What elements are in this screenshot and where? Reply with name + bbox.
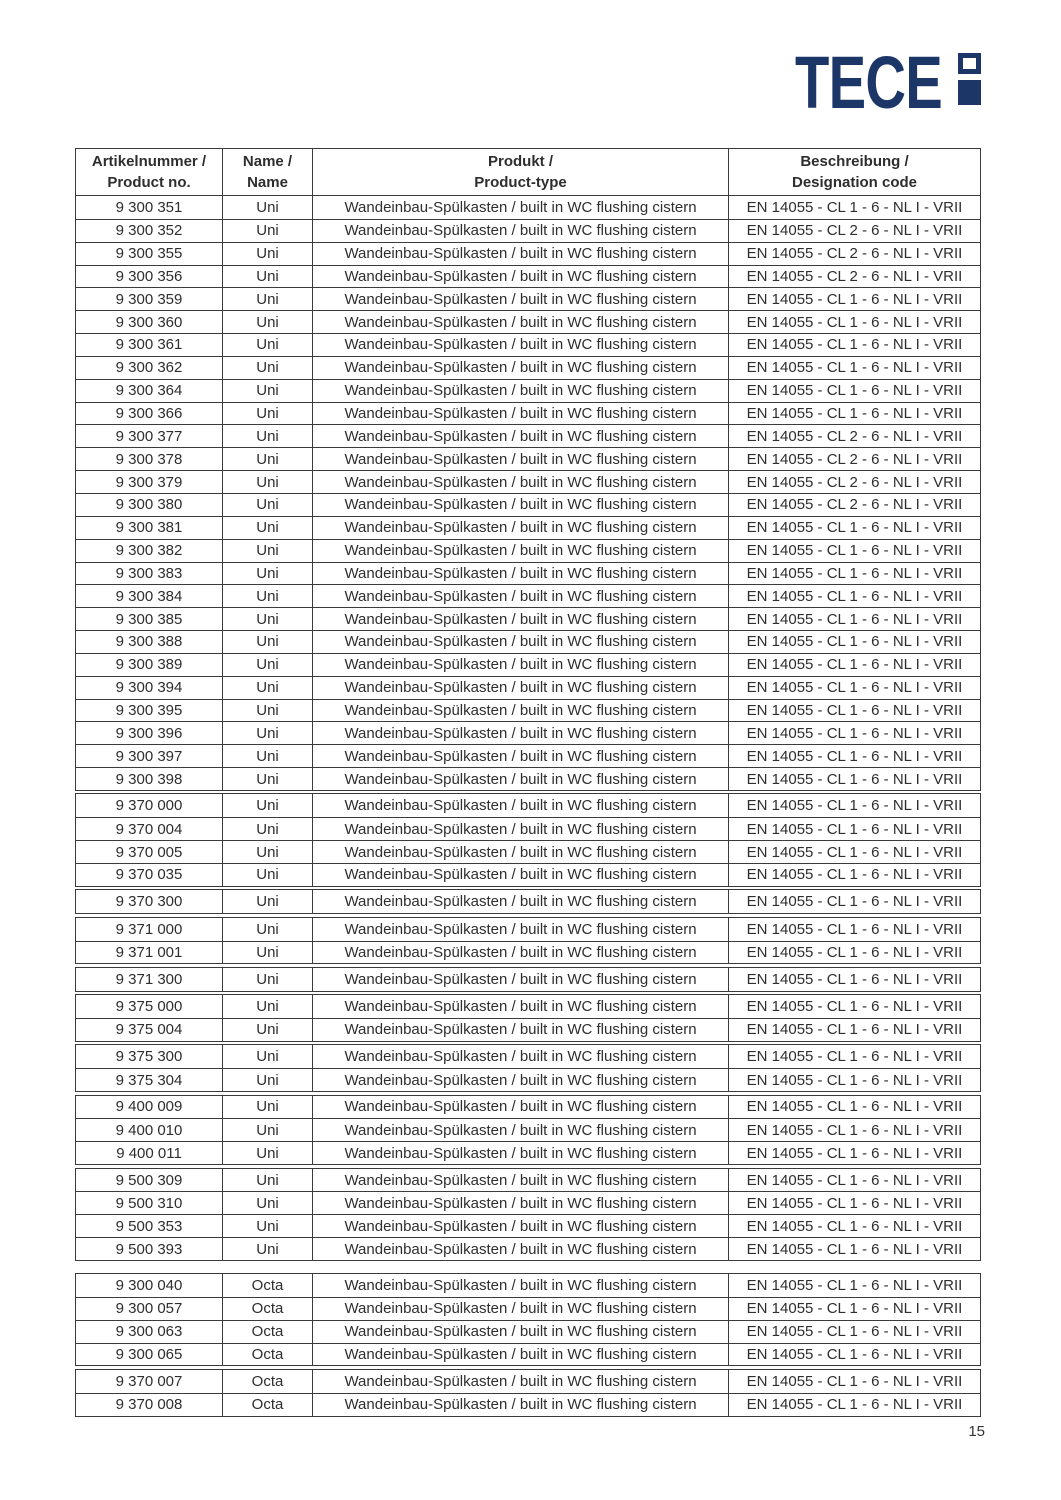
designation-code-cell: EN 14055 - CL 1 - 6 - NL I - VRII: [728, 1298, 980, 1320]
designation-code-cell: EN 14055 - CL 2 - 6 - NL I - VRII: [728, 494, 980, 516]
header-name: [222, 149, 312, 195]
table-row: [76, 242, 980, 265]
name-cell: Uni: [222, 220, 312, 242]
table-row: [76, 1118, 980, 1141]
designation-code-cell: EN 14055 - CL 1 - 6 - NL I - VRII: [728, 942, 980, 964]
designation-code-cell: EN 14055 - CL 1 - 6 - NL I - VRII: [728, 585, 980, 607]
name-cell: Uni: [222, 196, 312, 219]
article-number-cell: 9 300 384: [115, 587, 183, 605]
designation-code-cell: EN 14055 - CL 1 - 6 - NL I - VRII: [728, 864, 980, 886]
name-cell: Octa: [222, 1344, 312, 1366]
header-product-type-de: Produkt /: [487, 153, 553, 170]
table-row: [76, 918, 980, 941]
product-type-cell: Wandeinbau-Spülkasten / built in WC flushing cistern: [312, 1119, 728, 1141]
designation-code-cell: EN 14055 - CL 1 - 6 - NL I - VRII: [728, 1344, 980, 1366]
product-group: [75, 1273, 981, 1366]
name-cell: Uni: [222, 1215, 312, 1237]
table-row: [76, 1297, 980, 1320]
table-row: [76, 219, 980, 242]
article-number-cell: 9 300 063: [115, 1323, 183, 1341]
product-type-cell: Wandeinbau-Spülkasten / built in WC flushing cistern: [312, 700, 728, 722]
name-cell: Uni: [222, 1096, 312, 1119]
table-row: [76, 995, 980, 1018]
table-row: [76, 539, 980, 562]
article-number-cell: 9 300 359: [115, 290, 183, 308]
table-row: [76, 863, 980, 886]
header-designation-code-en: Designation code: [791, 174, 918, 191]
article-number-cell: 9 370 007: [115, 1372, 183, 1390]
name-cell: Uni: [222, 1169, 312, 1192]
product-type-cell: Wandeinbau-Spülkasten / built in WC flushing cistern: [312, 745, 728, 767]
designation-code-cell: EN 14055 - CL 2 - 6 - NL I - VRII: [728, 448, 980, 470]
name-cell: Uni: [222, 334, 312, 356]
product-type-cell: Wandeinbau-Spülkasten / built in WC flushing cistern: [312, 1321, 728, 1343]
table-row: [76, 1320, 980, 1343]
table-row: [76, 333, 980, 356]
article-number-cell: 9 300 360: [115, 313, 183, 331]
name-cell: Uni: [222, 1238, 312, 1260]
product-type-cell: Wandeinbau-Spülkasten / built in WC flushing cistern: [312, 608, 728, 630]
designation-code-cell: EN 14055 - CL 1 - 6 - NL I - VRII: [728, 196, 980, 219]
table-row: [76, 607, 980, 630]
name-cell: Uni: [222, 768, 312, 790]
name-cell: Uni: [222, 243, 312, 265]
designation-code-cell: EN 14055 - CL 1 - 6 - NL I - VRII: [728, 968, 980, 991]
article-number-cell: 9 371 001: [115, 943, 183, 961]
table-row: [76, 310, 980, 333]
table-header-row: [75, 148, 981, 196]
name-cell: Uni: [222, 745, 312, 767]
product-type-cell: Wandeinbau-Spülkasten / built in WC flushing cistern: [312, 1370, 728, 1393]
designation-code-cell: EN 14055 - CL 1 - 6 - NL I - VRII: [728, 357, 980, 379]
article-number-cell: 9 300 385: [115, 610, 183, 628]
product-type-cell: Wandeinbau-Spülkasten / built in WC flushing cistern: [312, 1274, 728, 1297]
tece-logo-text: TECE: [795, 41, 942, 124]
name-cell: Uni: [222, 448, 312, 470]
product-type-cell: Wandeinbau-Spülkasten / built in WC flushing cistern: [312, 288, 728, 310]
product-type-cell: Wandeinbau-Spülkasten / built in WC flushing cistern: [312, 1215, 728, 1237]
article-number-cell: 9 300 364: [115, 382, 183, 400]
table-row: [76, 630, 980, 653]
product-type-cell: Wandeinbau-Spülkasten / built in WC flushing cistern: [312, 1238, 728, 1260]
product-type-cell: Wandeinbau-Spülkasten / built in WC flushing cistern: [312, 918, 728, 941]
name-cell: Uni: [222, 471, 312, 493]
table-row: [76, 1214, 980, 1237]
article-number-cell: 9 300 388: [115, 633, 183, 651]
table-groups: [75, 196, 981, 1417]
article-number-cell: 9 300 394: [115, 679, 183, 697]
product-type-cell: Wandeinbau-Spülkasten / built in WC flushing cistern: [312, 1069, 728, 1091]
article-number-cell: 9 370 035: [115, 866, 183, 884]
header-designation-code-de: Beschreibung /: [800, 153, 909, 170]
article-number-cell: 9 370 004: [115, 820, 183, 838]
name-cell: Uni: [222, 266, 312, 288]
designation-code-cell: EN 14055 - CL 1 - 6 - NL I - VRII: [728, 700, 980, 722]
article-number-cell: 9 375 004: [115, 1021, 183, 1039]
name-cell: Uni: [222, 794, 312, 817]
article-number-cell: 9 300 382: [115, 542, 183, 560]
table-row: [76, 1045, 980, 1068]
designation-code-cell: EN 14055 - CL 1 - 6 - NL I - VRII: [728, 608, 980, 630]
designation-code-cell: EN 14055 - CL 1 - 6 - NL I - VRII: [728, 745, 980, 767]
product-type-cell: Wandeinbau-Spülkasten / built in WC flushing cistern: [312, 631, 728, 653]
article-number-cell: 9 500 353: [115, 1217, 183, 1235]
designation-code-cell: EN 14055 - CL 1 - 6 - NL I - VRII: [728, 1192, 980, 1214]
article-number-cell: 9 400 009: [115, 1098, 183, 1116]
name-cell: Uni: [222, 890, 312, 913]
name-cell: Uni: [222, 631, 312, 653]
name-cell: Uni: [222, 700, 312, 722]
product-group: [75, 1369, 981, 1417]
table-row: [76, 699, 980, 722]
designation-code-cell: EN 14055 - CL 1 - 6 - NL I - VRII: [728, 1215, 980, 1237]
designation-code-cell: EN 14055 - CL 1 - 6 - NL I - VRII: [728, 1238, 980, 1260]
product-type-cell: Wandeinbau-Spülkasten / built in WC flushing cistern: [312, 995, 728, 1018]
name-cell: Uni: [222, 380, 312, 402]
article-number-cell: 9 370 005: [115, 843, 183, 861]
article-number-cell: 9 300 398: [115, 770, 183, 788]
product-type-cell: Wandeinbau-Spülkasten / built in WC flushing cistern: [312, 517, 728, 539]
table-row: [76, 1237, 980, 1260]
article-number-cell: 9 500 393: [115, 1240, 183, 1258]
article-number-cell: 9 370 000: [115, 797, 183, 815]
table-row: [76, 379, 980, 402]
designation-code-cell: EN 14055 - CL 1 - 6 - NL I - VRII: [728, 403, 980, 425]
table-row: [76, 968, 980, 991]
name-cell: Uni: [222, 1019, 312, 1041]
product-type-cell: Wandeinbau-Spülkasten / built in WC flushing cistern: [312, 1394, 728, 1416]
name-cell: Uni: [222, 517, 312, 539]
product-type-cell: Wandeinbau-Spülkasten / built in WC flushing cistern: [312, 425, 728, 447]
product-type-cell: Wandeinbau-Spülkasten / built in WC flushing cistern: [312, 220, 728, 242]
name-cell: Uni: [222, 425, 312, 447]
article-number-cell: 9 500 309: [115, 1171, 183, 1189]
designation-code-cell: EN 14055 - CL 1 - 6 - NL I - VRII: [728, 563, 980, 585]
product-type-cell: Wandeinbau-Spülkasten / built in WC flushing cistern: [312, 1096, 728, 1119]
header-name-de: Name /: [242, 153, 293, 170]
designation-code-cell: EN 14055 - CL 2 - 6 - NL I - VRII: [728, 471, 980, 493]
article-number-cell: 9 300 065: [115, 1345, 183, 1363]
table-row: [76, 402, 980, 425]
article-number-cell: 9 300 395: [115, 701, 183, 719]
table-row: [76, 1169, 980, 1192]
article-number-cell: 9 300 389: [115, 656, 183, 674]
designation-code-cell: EN 14055 - CL 1 - 6 - NL I - VRII: [728, 540, 980, 562]
designation-code-cell: EN 14055 - CL 1 - 6 - NL I - VRII: [728, 890, 980, 913]
designation-code-cell: EN 14055 - CL 1 - 6 - NL I - VRII: [728, 1119, 980, 1141]
table-row: [76, 653, 980, 676]
page-number: 15: [968, 1423, 985, 1440]
table-row: [76, 721, 980, 744]
product-type-cell: Wandeinbau-Spülkasten / built in WC flushing cistern: [312, 1019, 728, 1041]
article-number-cell: 9 300 381: [115, 519, 183, 537]
table-row: [76, 1096, 980, 1119]
designation-code-cell: EN 14055 - CL 1 - 6 - NL I - VRII: [728, 517, 980, 539]
product-type-cell: Wandeinbau-Spülkasten / built in WC flushing cistern: [312, 266, 728, 288]
product-table: [75, 148, 981, 1417]
table-row: [76, 470, 980, 493]
designation-code-cell: EN 14055 - CL 1 - 6 - NL I - VRII: [728, 995, 980, 1018]
name-cell: Uni: [222, 585, 312, 607]
name-cell: Uni: [222, 995, 312, 1018]
article-number-cell: 9 375 000: [115, 998, 183, 1016]
designation-code-cell: EN 14055 - CL 1 - 6 - NL I - VRII: [728, 768, 980, 790]
product-type-cell: Wandeinbau-Spülkasten / built in WC flushing cistern: [312, 311, 728, 333]
name-cell: Uni: [222, 1142, 312, 1164]
product-type-cell: Wandeinbau-Spülkasten / built in WC flushing cistern: [312, 403, 728, 425]
designation-code-cell: EN 14055 - CL 1 - 6 - NL I - VRII: [728, 1394, 980, 1416]
name-cell: Uni: [222, 841, 312, 863]
table-row: [76, 1141, 980, 1164]
table-row: [76, 1343, 980, 1366]
product-type-cell: Wandeinbau-Spülkasten / built in WC flushing cistern: [312, 585, 728, 607]
name-cell: Octa: [222, 1274, 312, 1297]
article-number-cell: 9 300 355: [115, 245, 183, 263]
designation-code-cell: EN 14055 - CL 1 - 6 - NL I - VRII: [728, 311, 980, 333]
name-cell: Uni: [222, 1119, 312, 1141]
name-cell: Uni: [222, 288, 312, 310]
article-number-cell: 9 400 011: [116, 1144, 182, 1162]
designation-code-cell: EN 14055 - CL 1 - 6 - NL I - VRII: [728, 1321, 980, 1343]
designation-code-cell: EN 14055 - CL 2 - 6 - NL I - VRII: [728, 425, 980, 447]
article-number-cell: 9 300 351: [115, 198, 183, 216]
product-type-cell: Wandeinbau-Spülkasten / built in WC flushing cistern: [312, 243, 728, 265]
article-number-cell: 9 300 380: [115, 496, 183, 514]
product-type-cell: Wandeinbau-Spülkasten / built in WC flushing cistern: [312, 890, 728, 913]
product-group: [75, 1168, 981, 1261]
header-name-en: Name: [247, 174, 288, 191]
table-row: [76, 1018, 980, 1041]
article-number-cell: 9 375 300: [115, 1048, 183, 1066]
article-number-cell: 9 300 362: [115, 359, 183, 377]
name-cell: Uni: [222, 357, 312, 379]
product-type-cell: Wandeinbau-Spülkasten / built in WC flushing cistern: [312, 968, 728, 991]
header-article-number: [76, 149, 222, 195]
product-group: [75, 1095, 981, 1166]
designation-code-cell: EN 14055 - CL 1 - 6 - NL I - VRII: [728, 654, 980, 676]
table-row: [76, 676, 980, 699]
article-number-cell: 9 500 310: [115, 1194, 183, 1212]
table-row: [76, 196, 980, 219]
table-row: [76, 584, 980, 607]
designation-code-cell: EN 14055 - CL 1 - 6 - NL I - VRII: [728, 1069, 980, 1091]
article-number-cell: 9 370 300: [115, 893, 183, 911]
name-cell: Octa: [222, 1394, 312, 1416]
name-cell: Octa: [222, 1321, 312, 1343]
table-row: [76, 890, 980, 913]
product-type-cell: Wandeinbau-Spülkasten / built in WC flushing cistern: [312, 1142, 728, 1164]
product-group: [75, 917, 981, 965]
name-cell: Uni: [222, 403, 312, 425]
product-group: [75, 1044, 981, 1092]
product-type-cell: Wandeinbau-Spülkasten / built in WC flushing cistern: [312, 1298, 728, 1320]
name-cell: Uni: [222, 311, 312, 333]
table-row: [76, 817, 980, 840]
article-number-cell: 9 371 300: [115, 970, 183, 988]
article-number-cell: 9 371 000: [115, 920, 183, 938]
table-row: [76, 562, 980, 585]
designation-code-cell: EN 14055 - CL 1 - 6 - NL I - VRII: [728, 1169, 980, 1192]
article-number-cell: 9 300 352: [115, 222, 183, 240]
logo-square-outline-icon: [958, 53, 981, 74]
table-row: [76, 744, 980, 767]
designation-code-cell: EN 14055 - CL 1 - 6 - NL I - VRII: [728, 794, 980, 817]
designation-code-cell: EN 14055 - CL 1 - 6 - NL I - VRII: [728, 1019, 980, 1041]
table-row: [76, 767, 980, 790]
name-cell: Uni: [222, 608, 312, 630]
table-row: [76, 1393, 980, 1416]
header-designation-code: [728, 149, 980, 195]
table-row: [76, 447, 980, 470]
designation-code-cell: EN 14055 - CL 2 - 6 - NL I - VRII: [728, 243, 980, 265]
designation-code-cell: EN 14055 - CL 1 - 6 - NL I - VRII: [728, 1142, 980, 1164]
product-group: [75, 889, 981, 914]
article-number-cell: 9 300 383: [115, 564, 183, 582]
table-row: [76, 1068, 980, 1091]
product-type-cell: Wandeinbau-Spülkasten / built in WC flushing cistern: [312, 540, 728, 562]
article-number-cell: 9 300 366: [115, 405, 183, 423]
designation-code-cell: EN 14055 - CL 1 - 6 - NL I - VRII: [728, 288, 980, 310]
name-cell: Uni: [222, 918, 312, 941]
table-row: [76, 516, 980, 539]
product-type-cell: Wandeinbau-Spülkasten / built in WC flushing cistern: [312, 563, 728, 585]
product-type-cell: Wandeinbau-Spülkasten / built in WC flushing cistern: [312, 357, 728, 379]
table-row: [76, 356, 980, 379]
name-cell: Uni: [222, 1069, 312, 1091]
table-row: [76, 1274, 980, 1297]
designation-code-cell: EN 14055 - CL 1 - 6 - NL I - VRII: [728, 380, 980, 402]
table-row: [76, 840, 980, 863]
article-number-cell: 9 370 008: [115, 1396, 183, 1414]
name-cell: Uni: [222, 1192, 312, 1214]
article-number-cell: 9 300 356: [115, 267, 183, 285]
article-number-cell: 9 300 379: [115, 473, 183, 491]
name-cell: Uni: [222, 654, 312, 676]
article-number-cell: 9 375 304: [115, 1071, 183, 1089]
table-row: [76, 941, 980, 964]
designation-code-cell: EN 14055 - CL 2 - 6 - NL I - VRII: [728, 266, 980, 288]
name-cell: Uni: [222, 818, 312, 840]
product-type-cell: Wandeinbau-Spülkasten / built in WC flushing cistern: [312, 768, 728, 790]
designation-code-cell: EN 14055 - CL 1 - 6 - NL I - VRII: [728, 631, 980, 653]
name-cell: Uni: [222, 563, 312, 585]
product-type-cell: Wandeinbau-Spülkasten / built in WC flushing cistern: [312, 654, 728, 676]
product-group: [75, 994, 981, 1042]
product-group: [75, 967, 981, 992]
table-row: [76, 265, 980, 288]
article-number-cell: 9 400 010: [115, 1121, 183, 1139]
table-row: [76, 794, 980, 817]
designation-code-cell: EN 14055 - CL 1 - 6 - NL I - VRII: [728, 918, 980, 941]
table-row: [76, 287, 980, 310]
product-group: [75, 793, 981, 886]
product-group: [75, 196, 981, 791]
article-number-cell: 9 300 397: [115, 747, 183, 765]
name-cell: Uni: [222, 494, 312, 516]
name-cell: Uni: [222, 677, 312, 699]
designation-code-cell: EN 14055 - CL 1 - 6 - NL I - VRII: [728, 1370, 980, 1393]
product-type-cell: Wandeinbau-Spülkasten / built in WC flushing cistern: [312, 471, 728, 493]
designation-code-cell: EN 14055 - CL 1 - 6 - NL I - VRII: [728, 722, 980, 744]
header-article-number-en: Product no.: [107, 174, 191, 191]
product-type-cell: Wandeinbau-Spülkasten / built in WC flushing cistern: [312, 677, 728, 699]
name-cell: Uni: [222, 968, 312, 991]
name-cell: Uni: [222, 942, 312, 964]
header-product-type-en: Product-type: [474, 174, 567, 191]
product-type-cell: Wandeinbau-Spülkasten / built in WC flushing cistern: [312, 1344, 728, 1366]
tece-logo: [795, 41, 987, 124]
name-cell: Octa: [222, 1370, 312, 1393]
table-row: [76, 1370, 980, 1393]
table-row: [76, 1191, 980, 1214]
product-type-cell: Wandeinbau-Spülkasten / built in WC flushing cistern: [312, 1192, 728, 1214]
article-number-cell: 9 300 057: [115, 1300, 183, 1318]
product-type-cell: Wandeinbau-Spülkasten / built in WC flushing cistern: [312, 1169, 728, 1192]
product-type-cell: Wandeinbau-Spülkasten / built in WC flushing cistern: [312, 722, 728, 744]
product-type-cell: Wandeinbau-Spülkasten / built in WC flushing cistern: [312, 334, 728, 356]
article-number-cell: 9 300 378: [115, 450, 183, 468]
table-row: [76, 424, 980, 447]
name-cell: Uni: [222, 1045, 312, 1068]
table-row: [76, 493, 980, 516]
logo-square-filled-icon: [958, 80, 981, 105]
header-article-number-de: Artikelnummer /: [91, 153, 207, 170]
product-type-cell: Wandeinbau-Spülkasten / built in WC flushing cistern: [312, 864, 728, 886]
article-number-cell: 9 300 396: [115, 724, 183, 742]
name-cell: Uni: [222, 722, 312, 744]
article-number-cell: 9 300 361: [115, 336, 183, 354]
header-product-type: [312, 149, 728, 195]
product-type-cell: Wandeinbau-Spülkasten / built in WC flushing cistern: [312, 841, 728, 863]
name-cell: Uni: [222, 540, 312, 562]
designation-code-cell: EN 14055 - CL 1 - 6 - NL I - VRII: [728, 1045, 980, 1068]
product-type-cell: Wandeinbau-Spülkasten / built in WC flushing cistern: [312, 196, 728, 219]
article-number-cell: 9 300 040: [115, 1276, 183, 1294]
tece-logo-squares-icon: [958, 53, 981, 105]
designation-code-cell: EN 14055 - CL 1 - 6 - NL I - VRII: [728, 841, 980, 863]
product-type-cell: Wandeinbau-Spülkasten / built in WC flushing cistern: [312, 494, 728, 516]
designation-code-cell: EN 14055 - CL 1 - 6 - NL I - VRII: [728, 818, 980, 840]
designation-code-cell: EN 14055 - CL 1 - 6 - NL I - VRII: [728, 1096, 980, 1119]
product-type-cell: Wandeinbau-Spülkasten / built in WC flushing cistern: [312, 794, 728, 817]
designation-code-cell: EN 14055 - CL 1 - 6 - NL I - VRII: [728, 334, 980, 356]
article-number-cell: 9 300 377: [115, 427, 183, 445]
designation-code-cell: EN 14055 - CL 1 - 6 - NL I - VRII: [728, 1274, 980, 1297]
designation-code-cell: EN 14055 - CL 2 - 6 - NL I - VRII: [728, 220, 980, 242]
product-type-cell: Wandeinbau-Spülkasten / built in WC flushing cistern: [312, 942, 728, 964]
product-type-cell: Wandeinbau-Spülkasten / built in WC flushing cistern: [312, 818, 728, 840]
product-type-cell: Wandeinbau-Spülkasten / built in WC flushing cistern: [312, 448, 728, 470]
designation-code-cell: EN 14055 - CL 1 - 6 - NL I - VRII: [728, 677, 980, 699]
name-cell: Octa: [222, 1298, 312, 1320]
name-cell: Uni: [222, 864, 312, 886]
product-type-cell: Wandeinbau-Spülkasten / built in WC flushing cistern: [312, 380, 728, 402]
product-type-cell: Wandeinbau-Spülkasten / built in WC flushing cistern: [312, 1045, 728, 1068]
